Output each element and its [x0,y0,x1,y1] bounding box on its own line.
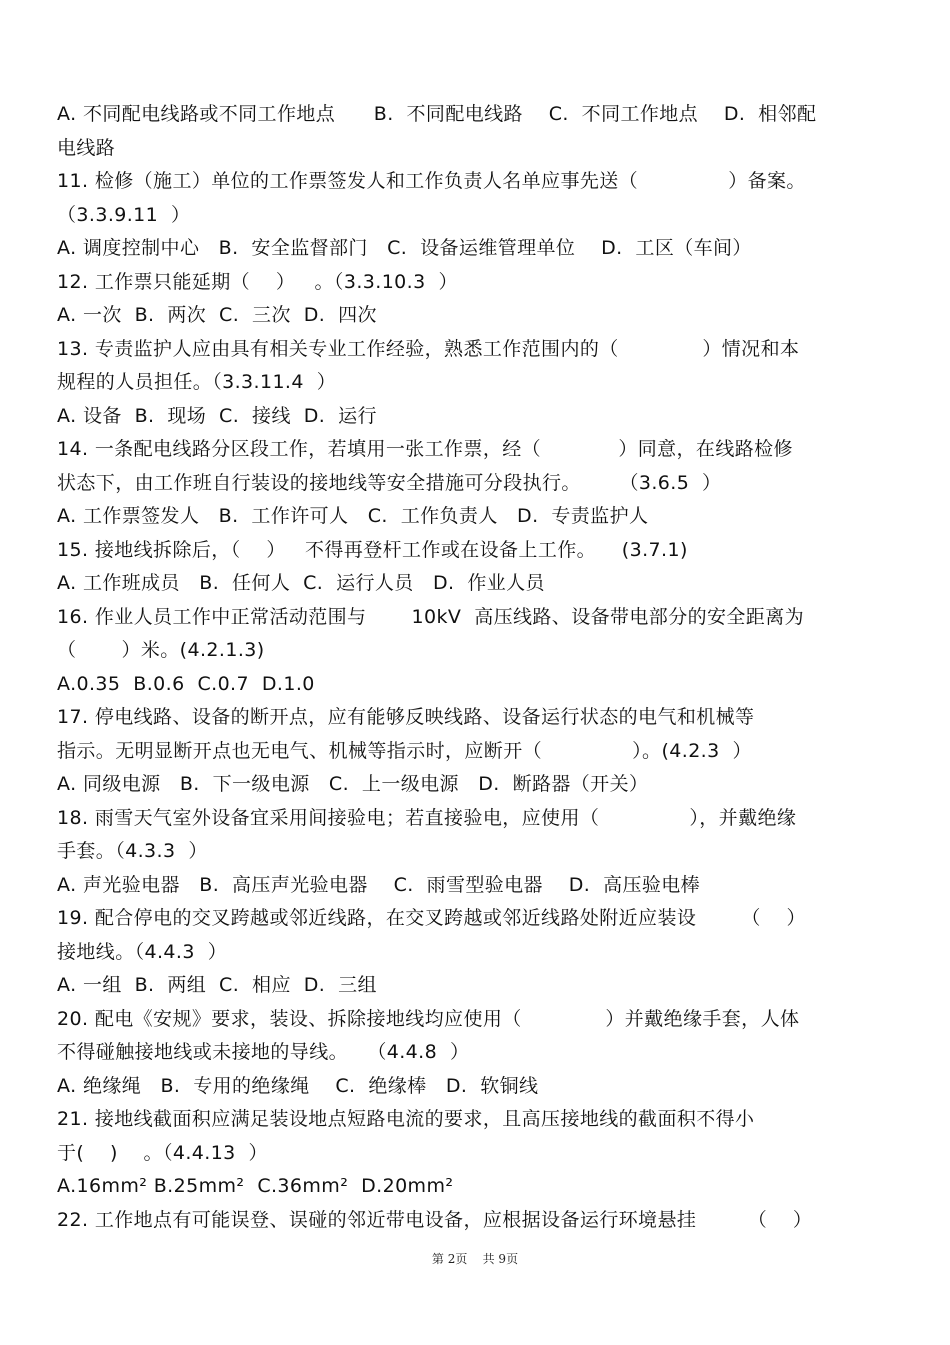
text-line: 接地线。（4.4.3 ） [57,940,228,963]
text-line: 指示。无明显断开点也无电气、机械等指示时，应断开（ ）。(4.2.3 ） [57,739,752,762]
text-line: A. 声光验电器 B. 高压声光验电器 C. 雨雪型验电器 D. 高压验电棒 [57,873,701,896]
text-line: A. 调度控制中心 B. 安全监督部门 C. 设备运维管理单位 D. 工区（车间） [57,237,752,259]
text-line: 13. 专责监护人应由具有相关专业工作经验，熟悉工作范围内的（ ）情况和本 [57,337,800,360]
text-line: 14. 一条配电线路分区段工作，若填用一张工作票，经（ ）同意，在线路检修 [57,438,793,460]
text-line: A. 绝缘绳 B. 专用的绝缘绳 C. 绝缘棒 D. 软铜线 [57,1074,539,1097]
text-line: 22. 工作地点有可能误登、误碰的邻近带电设备，应根据设备运行环境悬挂 （ ） [57,1208,813,1231]
text-line: A. 一组 B. 两组 C. 相应 D. 三组 [57,974,377,996]
text-line: A. 设备 B. 现场 C. 接线 D. 运行 [57,404,377,427]
text-line: 不得碰触接地线或未接地的导线。 （4.4.8 ） [57,1041,470,1063]
text-line: （3.3.9.11 ） [57,203,191,226]
text-line: 18. 雨雪天气室外设备宜采用间接验电；若直接验电，应使用（ ），并戴绝缘 [57,806,797,829]
text-line: 17. 停电线路、设备的断开点，应有能够反映线路、设备运行状态的电气和机械等 [57,706,755,728]
text-line: 21. 接地线截面积应满足装设地点短路电流的要求，且高压接地线的截面积不得小 [57,1108,755,1130]
text-line: A. 不同配电线路或不同工作地点 B. 不同配电线路 C. 不同工作地点 D. 相邻配 [57,103,817,125]
text-line: 规程的人员担任。（3.3.11.4 ） [57,371,337,393]
text-line: （ ）米。(4.2.1.3) [57,639,265,661]
text-line: 手套。（4.3.3 ） [57,840,208,862]
text-line: 15. 接地线拆除后，（ ） 不得再登杆工作或在设备上工作。 (3.7.1) [57,538,688,561]
text-line: A. 同级电源 B. 下一级电源 C. 上一级电源 D. 断路器（开关） [57,773,649,795]
text-line: 状态下，由工作班自行装设的接地线等安全措施可分段执行。 （3.6.5 ） [57,471,722,494]
text-line: A. 工作班成员 B. 任何人 C. 运行人员 D. 作业人员 [57,572,545,594]
text-line: A.0.35 B.0.6 C.0.7 D.1.0 [57,672,315,695]
text-line: 于( ) 。（4.4.13 ） [57,1141,268,1164]
page-footer: 第 2页 共 9页 [431,1252,519,1266]
text-line: 电线路 [57,136,116,159]
text-line: 19. 配合停电的交叉跨越或邻近线路，在交叉跨越或邻近线路处附近应装设 （ ） [57,907,806,929]
text-line: A. 工作票签发人 B. 工作许可人 C. 工作负责人 D. 专责监护人 [57,505,649,527]
text-line: 11. 检修（施工）单位的工作票签发人和工作负责人名单应事先送（ ）备案。 [57,170,806,192]
text-line: 12. 工作票只能延期（ ） 。（3.3.10.3 ） [57,270,458,293]
text-line: 16. 作业人员工作中正常活动范围与 10kV 高压线路、设备带电部分的安全距离为 [57,605,804,628]
question-text-body [57,98,877,1237]
text-line: 20. 配电《安规》要求，装设、拆除接地线均应使用（ ）并戴绝缘手套，人体 [57,1007,800,1030]
text-line: A. 一次 B. 两次 C. 三次 D. 四次 [57,304,377,326]
text-line: A.16mm² B.25mm² C.36mm² D.20mm² [57,1175,454,1197]
